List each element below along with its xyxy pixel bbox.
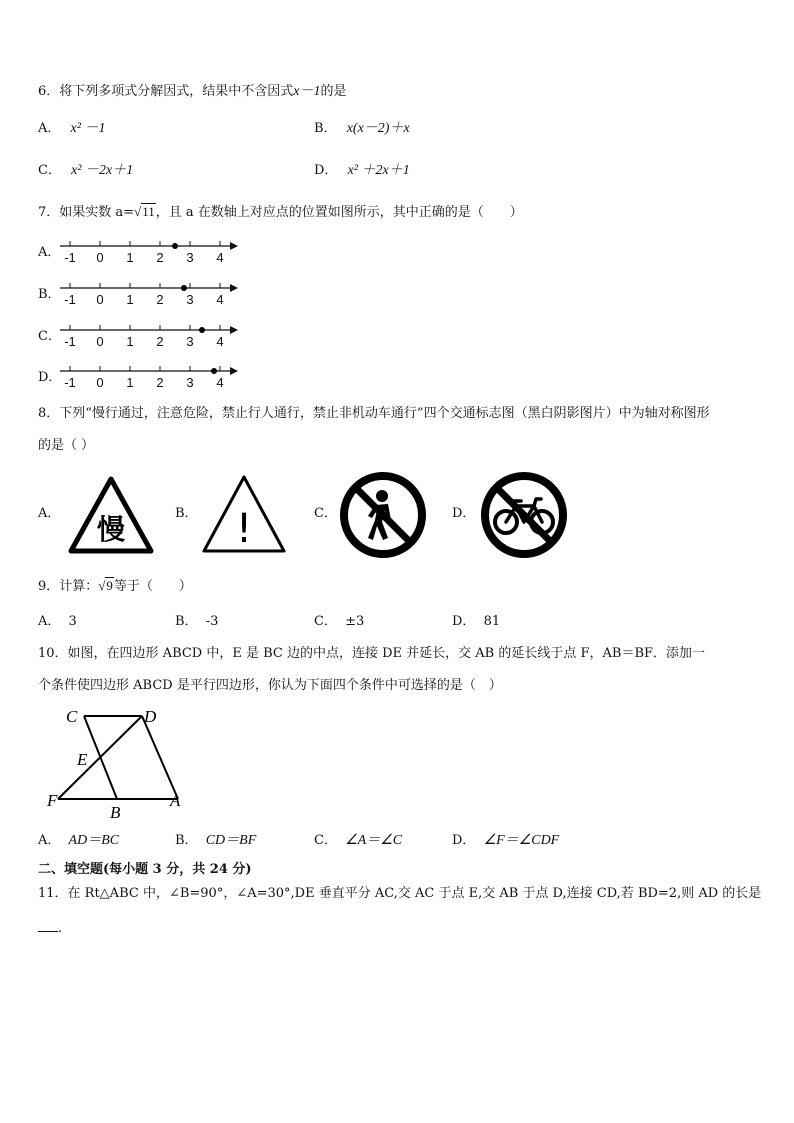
q8-stem-line2: 的是（ ） xyxy=(38,438,95,453)
point-a-dot xyxy=(199,327,205,333)
label-b: B xyxy=(110,803,121,822)
tick-label: 3 xyxy=(186,292,194,307)
option-value: 81 xyxy=(483,614,501,629)
option-expr: ∠F＝∠CDF xyxy=(483,833,560,848)
option-label: C． xyxy=(38,163,61,178)
option-expr: x² －2x＋1 xyxy=(71,163,134,178)
label-d: D xyxy=(144,707,157,726)
option-expr: x² ＋2x＋1 xyxy=(347,163,410,178)
q7-option-d-label[interactable]: D． xyxy=(38,370,62,385)
q7-stem-b: ，且 a 在数轴上对应点的位置如图所示，其中正确的是（ ） xyxy=(155,205,523,220)
option-label: D． xyxy=(452,614,476,629)
q9-option-c[interactable] xyxy=(314,614,364,630)
label-a: A xyxy=(170,791,181,810)
option-label: C． xyxy=(314,614,337,629)
tick-label: 0 xyxy=(96,375,104,390)
q9-stem xyxy=(38,578,192,595)
q6-option-a[interactable] xyxy=(38,121,105,137)
arrow-right-icon xyxy=(230,242,238,250)
option-label: B． xyxy=(314,121,337,136)
tick-label: 1 xyxy=(126,375,134,390)
label-f: F xyxy=(47,791,58,810)
option-value: -3 xyxy=(205,614,219,629)
tick-label: 0 xyxy=(96,250,104,265)
option-expr: AD＝BC xyxy=(68,833,120,848)
slow-sign-icon[interactable] xyxy=(68,476,154,554)
option-expr: x(x－2)＋x xyxy=(346,121,410,136)
q8-option-d-label[interactable]: D． xyxy=(452,506,476,521)
number-line-a[interactable] xyxy=(58,238,240,268)
tick-label: 4 xyxy=(216,375,224,390)
tick-label: 2 xyxy=(156,334,164,349)
option-label: B． xyxy=(175,614,198,629)
tick-label: -1 xyxy=(64,375,76,390)
q8-option-b-label[interactable]: B． xyxy=(175,506,198,521)
parallelogram-figure xyxy=(44,703,194,823)
q6-option-c[interactable] xyxy=(38,163,133,179)
q11-stem-line2 xyxy=(38,918,62,937)
option-label: A． xyxy=(38,614,61,629)
option-label: D． xyxy=(314,163,338,178)
tick-label: 2 xyxy=(156,292,164,307)
number-line-c[interactable] xyxy=(58,322,240,352)
tick-label: -1 xyxy=(64,334,76,349)
arrow-right-icon xyxy=(230,367,238,375)
q7-stem-a: 7．如果实数 a= xyxy=(38,205,135,220)
option-value: 3 xyxy=(68,614,77,629)
q8-option-a-label[interactable]: A． xyxy=(38,506,61,521)
q9-option-d[interactable] xyxy=(452,614,500,630)
option-label: A． xyxy=(38,121,61,136)
answer-blank[interactable] xyxy=(38,918,58,932)
q6-stem-end: 的是 xyxy=(320,84,347,99)
section-title: 二、填空题(每小题 3 分，共 24 分) xyxy=(38,862,252,877)
arrow-right-icon xyxy=(230,326,238,334)
q7-option-b-label[interactable]: B． xyxy=(38,287,61,302)
tick-label: 4 xyxy=(216,250,224,265)
q10-option-d[interactable] xyxy=(452,833,559,849)
option-label: B． xyxy=(175,833,198,848)
q8-stem-line1: 8．下列“慢行通过，注意危险，禁止行人通行，禁止非机动车通行”四个交通标志图（黑白阴影图片）中为轴对称图形 xyxy=(38,406,710,421)
q7-stem xyxy=(38,204,523,221)
tick-label: 0 xyxy=(96,334,104,349)
q9-option-a[interactable] xyxy=(38,614,77,630)
option-expr: CD＝BF xyxy=(205,833,257,848)
q10-option-a[interactable] xyxy=(38,833,119,849)
q6-option-b[interactable] xyxy=(314,121,410,137)
label-c: C xyxy=(66,707,78,726)
tick-label: 4 xyxy=(216,292,224,307)
q9-option-b[interactable] xyxy=(175,614,218,630)
tick-label: -1 xyxy=(64,292,76,307)
warning-sign-mark: ! xyxy=(235,506,253,552)
radicand: 11 xyxy=(142,204,155,219)
tick-label: 1 xyxy=(126,292,134,307)
tick-label: 1 xyxy=(126,250,134,265)
q6-option-d[interactable] xyxy=(314,163,410,179)
tick-label: 3 xyxy=(186,334,194,349)
no-pedestrian-sign-icon[interactable] xyxy=(338,470,428,560)
warning-sign-icon[interactable] xyxy=(201,474,287,554)
tick-label: 2 xyxy=(156,250,164,265)
tick-label: 2 xyxy=(156,375,164,390)
q10-option-c[interactable] xyxy=(314,833,402,849)
option-expr: x² －1 xyxy=(70,121,106,136)
q9-stem-b: 等于（ ） xyxy=(113,579,192,594)
tick-label: 3 xyxy=(186,375,194,390)
q6-stem-text: 6．将下列多项式分解因式，结果中不含因式 xyxy=(38,84,294,99)
q6-stem xyxy=(38,84,347,100)
tick-label: 1 xyxy=(126,334,134,349)
tick-label: 0 xyxy=(96,292,104,307)
tick-label: -1 xyxy=(64,250,76,265)
point-a-dot xyxy=(172,243,178,249)
option-label: C． xyxy=(314,833,337,848)
q10-stem-line2: 个条件使四边形 ABCD 是平行四边形，你认为下面四个条件中可选择的是（ ） xyxy=(38,678,502,693)
slow-sign-text: 慢 xyxy=(96,513,126,546)
q8-option-c-label[interactable]: C． xyxy=(314,506,337,521)
number-line-d[interactable] xyxy=(58,363,240,393)
point-a-dot xyxy=(181,285,187,291)
q10-stem-line1: 10．如图，在四边形 ABCD 中，E 是 BC 边的中点，连接 DE 并延长，交 AB 的延长线于点 F，AB＝BF．添加一 xyxy=(38,646,706,661)
q9-stem-a: 9．计算： xyxy=(38,579,99,594)
no-bicycle-sign-icon[interactable] xyxy=(478,470,570,560)
q11-stem-line1: 11．在 Rt△ABC 中，∠B=90°，∠A=30°,DE 垂直平分 AC,交 AC 于点 E,交 AB 于点 D,连接 CD,若 BD=2,则 AD 的长是 xyxy=(38,886,762,901)
arrow-right-icon xyxy=(230,284,238,292)
q7-option-c-label[interactable]: C． xyxy=(38,329,61,344)
number-line-b[interactable] xyxy=(58,280,240,310)
q10-option-b[interactable] xyxy=(175,833,256,849)
option-expr: ∠A＝∠C xyxy=(345,833,403,848)
q7-option-a-label[interactable]: A． xyxy=(38,245,61,260)
tick-label: 4 xyxy=(216,334,224,349)
q6-factor: x－1 xyxy=(293,84,321,99)
option-label: D． xyxy=(452,833,476,848)
tick-label: 3 xyxy=(186,250,194,265)
q11-end-period: . xyxy=(58,921,63,936)
option-label: A． xyxy=(38,833,61,848)
option-value: ±3 xyxy=(345,614,365,629)
sqrt-9: √9 xyxy=(98,578,113,593)
sqrt-11: √11 xyxy=(134,204,155,219)
radicand: 9 xyxy=(106,578,113,593)
label-e: E xyxy=(77,750,88,769)
point-a-dot xyxy=(211,368,217,374)
